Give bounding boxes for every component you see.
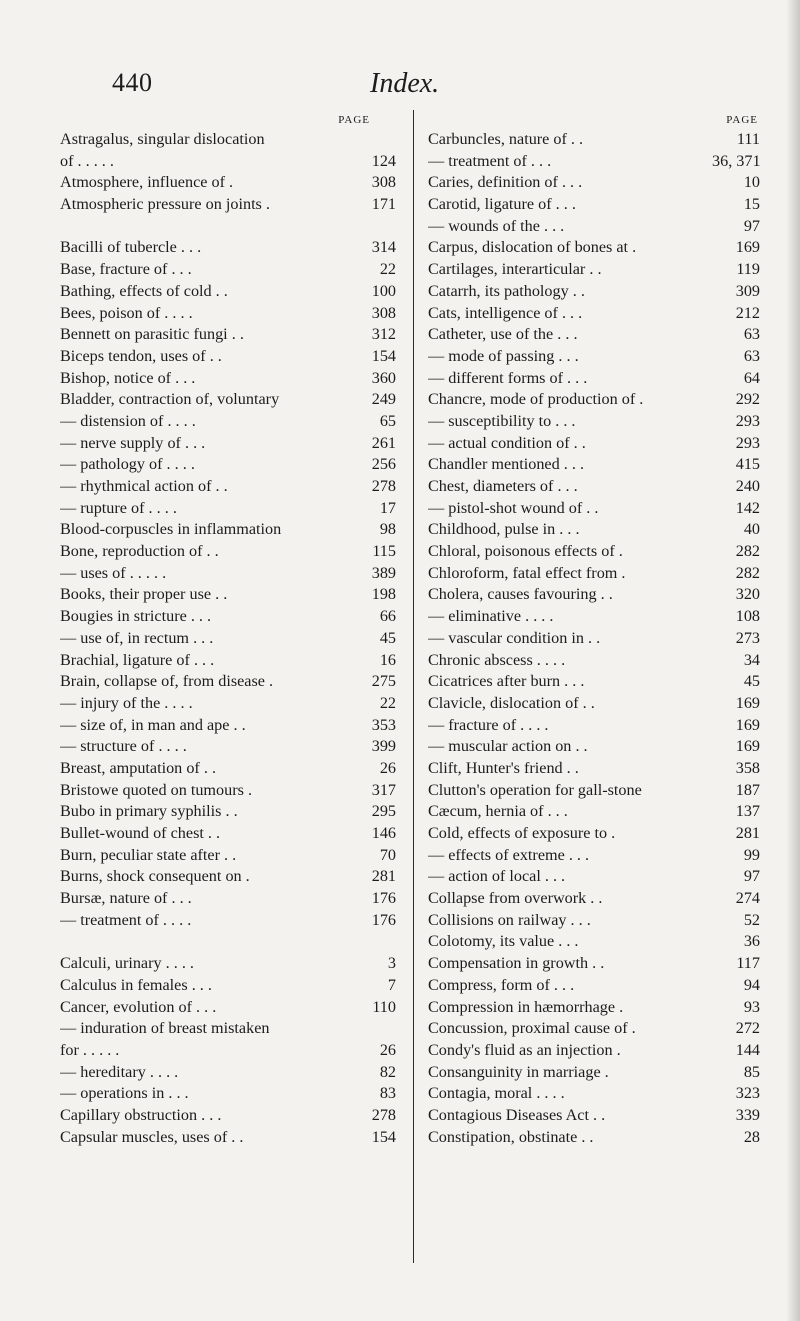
entry-page-ref: 117 (736, 954, 760, 973)
entry-text: Bees, poison of . . . . (60, 303, 193, 322)
index-entry (428, 671, 760, 693)
entry-page-ref: 64 (743, 368, 760, 387)
index-entry (428, 801, 760, 823)
index-entry (60, 194, 396, 216)
entry-text: Calculus in females . . . (60, 975, 212, 994)
entry-page-ref: 353 (371, 715, 396, 734)
index-entry (60, 866, 396, 888)
entry-text: Bristowe quoted on tumours . (60, 780, 252, 799)
entry-text: — eliminative . . . . (428, 607, 554, 626)
index-entry (60, 151, 396, 173)
index-entry (428, 1083, 760, 1105)
entry-page-ref: 63 (743, 346, 760, 365)
entry-text: Consanguinity in marriage . (428, 1062, 609, 1081)
entry-text: — structure of . . . . (60, 737, 187, 756)
entry-text: Blood-corpuscles in inflammation (60, 520, 282, 539)
entry-page-ref: 65 (379, 411, 396, 430)
entry-text: Breast, amputation of . . (60, 758, 216, 777)
entry-text: Atmospheric pressure on joints . (60, 195, 270, 214)
entry-page-ref: 320 (735, 585, 760, 604)
entry-page-ref: 45 (379, 628, 396, 647)
index-entry (428, 650, 760, 672)
entry-text: for . . . . . (60, 1040, 120, 1059)
index-entry (428, 216, 760, 238)
entry-text: — muscular action on . . (428, 737, 588, 756)
entry-page-ref: 282 (735, 563, 760, 582)
index-entry (60, 845, 396, 867)
index-entry (428, 693, 760, 715)
entry-page-ref (342, 129, 396, 151)
index-entry (60, 129, 396, 151)
index-entry (428, 194, 760, 216)
page-edge-shadow (786, 0, 800, 1321)
entry-text: — treatment of . . . (428, 151, 552, 170)
entry-text: Clift, Hunter's friend . . (428, 758, 579, 777)
index-entry (428, 433, 760, 455)
entry-text: Capillary obstruction . . . (60, 1105, 222, 1124)
index-entry (60, 389, 396, 411)
entry-text: Colotomy, its value . . . (428, 932, 579, 951)
entry-text: — mode of passing . . . (428, 346, 579, 365)
running-title: Index. (370, 68, 440, 99)
column-divider (413, 110, 414, 1263)
entry-page-ref: 85 (743, 1062, 760, 1081)
entry-text: — operations in . . . (60, 1084, 189, 1103)
entry-text: — rhythmical action of . . (60, 477, 228, 495)
entry-page-ref: 98 (379, 520, 396, 539)
entry-page-ref: 295 (371, 802, 396, 821)
index-entry (428, 845, 760, 867)
entry-text: Chancre, mode of production of . (428, 390, 644, 409)
entry-text: Bougies in stricture . . . (60, 607, 212, 626)
index-entry (60, 368, 396, 390)
index-entry (60, 476, 396, 498)
entry-page-ref: 17 (379, 498, 396, 517)
entry-page-ref: 292 (735, 390, 760, 409)
entry-text: — uses of . . . . . (60, 563, 167, 582)
entry-page-ref: 66 (379, 607, 396, 626)
entry-text: — induration of breast mistaken (60, 1019, 270, 1038)
entry-page-ref: 323 (735, 1084, 760, 1103)
entry-page-ref: 7 (387, 975, 396, 994)
entry-page-ref: 171 (371, 195, 396, 214)
entry-text: Astragalus, singular dislocation (60, 130, 265, 148)
entry-text: — fracture of . . . . (428, 715, 549, 734)
entry-text: Brain, collapse of, from disease . (60, 672, 274, 691)
index-entry (428, 606, 760, 628)
index-entry (60, 1127, 396, 1149)
entry-page-ref: 99 (743, 845, 760, 864)
index-entry (60, 584, 396, 606)
entry-page-ref: 111 (736, 130, 760, 148)
entry-page-ref: 93 (743, 997, 760, 1016)
entry-text: Biceps tendon, uses of . . (60, 346, 222, 365)
entry-text: Atmosphere, influence of . (60, 173, 234, 192)
index-entry (428, 411, 760, 433)
index-entry (428, 888, 760, 910)
index-entry (428, 584, 760, 606)
index-entry (428, 346, 760, 368)
entry-text: Bennett on parasitic fungi . . (60, 325, 244, 344)
index-entry (428, 519, 760, 541)
entry-text: — size of, in man and ape . . (60, 715, 246, 734)
index-entry (428, 151, 760, 173)
entry-text: Chronic abscess . . . . (428, 650, 566, 669)
entry-text: Catarrh, its pathology . . (428, 281, 585, 300)
index-entry (60, 1083, 396, 1105)
entry-page-ref: 240 (735, 477, 760, 495)
index-entry (428, 541, 760, 563)
entry-page-ref: 26 (379, 1040, 396, 1059)
entry-text: — injury of the . . . . (60, 693, 193, 712)
entry-page-ref: 10 (743, 173, 760, 192)
index-entry (428, 758, 760, 780)
entry-page-ref: 26 (379, 758, 396, 777)
entry-text: Carotid, ligature of . . . (428, 195, 576, 214)
index-entry (428, 259, 760, 281)
entry-page-ref: 312 (371, 325, 396, 344)
entry-page-ref: 317 (371, 780, 396, 799)
entry-page-ref: 40 (743, 520, 760, 539)
entry-page-ref: 399 (371, 737, 396, 756)
entry-text: Bone, reproduction of . . (60, 542, 219, 561)
index-entry (60, 303, 396, 325)
index-entry (60, 628, 396, 650)
entry-page-ref: 22 (379, 693, 396, 712)
entry-text: Carpus, dislocation of bones at . (428, 238, 637, 257)
entry-text: Burn, peculiar state after . . (60, 845, 237, 864)
entry-text: Bishop, notice of . . . (60, 368, 196, 387)
entry-text: Base, fracture of . . . (60, 260, 192, 279)
entry-page-ref: 45 (743, 672, 760, 691)
index-entry (60, 259, 396, 281)
entry-page-ref: 293 (735, 411, 760, 430)
entry-text: Caries, definition of . . . (428, 173, 583, 192)
entry-text: — action of local . . . (428, 867, 566, 886)
index-entry (60, 715, 396, 737)
index-entry (428, 129, 760, 151)
entry-page-ref: 249 (371, 390, 396, 409)
entry-text: Clutton's operation for gall-stone (428, 780, 642, 799)
entry-text: Cartilages, interarticular . . (428, 260, 602, 279)
index-entry (428, 281, 760, 303)
entry-page-ref: 169 (735, 715, 760, 734)
entry-page-ref: 169 (735, 693, 760, 712)
entry-text: Cats, intelligence of . . . (428, 303, 583, 322)
entry-text: — wounds of the . . . (428, 216, 565, 235)
index-entry (60, 997, 396, 1019)
entry-text: Childhood, pulse in . . . (428, 520, 580, 539)
entry-page-ref: 281 (735, 824, 760, 842)
index-entry (428, 736, 760, 758)
entry-text: Bursæ, nature of . . . (60, 889, 192, 908)
entry-text: — vascular condition in . . (428, 628, 601, 647)
index-entry (60, 801, 396, 823)
index-entry (428, 975, 760, 997)
index-entry (428, 303, 760, 325)
index-entry (428, 931, 760, 953)
page-column-heading: PAGE (726, 114, 758, 126)
entry-text: Bladder, contraction of, voluntary (60, 390, 280, 409)
entry-text: Chloral, poisonous effects of . (428, 542, 623, 561)
index-entry (428, 368, 760, 390)
entry-text: Catheter, use of the . . . (428, 325, 578, 344)
index-entry (60, 324, 396, 346)
entry-text: Clavicle, dislocation of . . (428, 693, 595, 712)
entry-page-ref: 142 (735, 498, 760, 517)
index-entry (428, 389, 760, 411)
entry-text: — rupture of . . . . (60, 498, 177, 517)
entry-page-ref: 198 (371, 585, 396, 604)
entry-page-ref: 256 (371, 455, 396, 474)
index-entry (428, 628, 760, 650)
entry-text: — use of, in rectum . . . (60, 628, 214, 647)
index-entry (60, 910, 396, 932)
entry-page-ref: 110 (372, 997, 396, 1016)
index-column-left (60, 111, 396, 1148)
entry-text: — nerve supply of . . . (60, 433, 206, 452)
section-gap (60, 216, 396, 238)
entry-text: Compensation in growth . . (428, 954, 605, 973)
index-entry (428, 953, 760, 975)
entry-text: Brachial, ligature of . . . (60, 650, 215, 669)
entry-page-ref: 275 (371, 672, 396, 691)
entry-text: Cæcum, hernia of . . . (428, 802, 568, 821)
entry-page-ref: 358 (735, 758, 760, 777)
index-column-right (428, 111, 760, 1148)
index-entry (428, 780, 760, 802)
index-entry (428, 1018, 760, 1040)
entry-text: Condy's fluid as an injection . (428, 1040, 621, 1059)
entry-page-ref: 146 (371, 824, 396, 842)
index-entry (60, 237, 396, 259)
entry-page-ref: 100 (371, 281, 396, 300)
index-entry (60, 823, 396, 845)
entry-page-ref: 119 (736, 260, 760, 279)
entry-text: Cholera, causes favouring . . (428, 585, 613, 604)
entry-page-ref: 108 (735, 607, 760, 626)
entry-page-ref: 389 (371, 563, 396, 582)
entry-page-ref: 94 (743, 975, 760, 994)
entry-text: Carbuncles, nature of . . (428, 130, 584, 148)
index-entry (60, 1062, 396, 1084)
entry-text: — susceptibility to . . . (428, 411, 576, 430)
entry-page-ref: 52 (743, 910, 760, 929)
entry-text: Burns, shock consequent on . (60, 867, 250, 886)
entry-text: Collapse from overwork . . (428, 889, 603, 908)
index-entry (428, 997, 760, 1019)
index-entry (60, 498, 396, 520)
index-entry (60, 888, 396, 910)
entry-text: Contagia, moral . . . . (428, 1084, 565, 1103)
entry-page-ref: 212 (735, 303, 760, 322)
entry-page-ref: 281 (371, 867, 396, 886)
entry-page-ref: 22 (379, 260, 396, 279)
index-entry (60, 953, 396, 975)
entry-text: — different forms of . . . (428, 368, 588, 387)
entry-text: — pathology of . . . . (60, 455, 195, 474)
entry-text: Compression in hæmorrhage . (428, 997, 624, 1016)
entry-page-ref: 278 (371, 477, 396, 495)
entry-text: Constipation, obstinate . . (428, 1127, 594, 1146)
entry-page-ref: 339 (735, 1105, 760, 1124)
entry-page-ref: 293 (735, 433, 760, 452)
entry-page-ref: 124 (371, 151, 396, 170)
index-entry (428, 1040, 760, 1062)
entry-page-ref: 169 (735, 737, 760, 756)
entry-page-ref: 36, 371 (712, 151, 761, 170)
entry-text: Cold, effects of exposure to . (428, 824, 616, 842)
entry-text: — effects of extreme . . . (428, 845, 590, 864)
entry-page-ref: 15 (743, 195, 760, 214)
index-entry (428, 454, 760, 476)
index-entry (60, 1018, 396, 1040)
index-entry (60, 1040, 396, 1062)
entry-page-ref: 154 (371, 1127, 396, 1146)
index-entry (60, 172, 396, 194)
entry-text: Calculi, urinary . . . . (60, 954, 194, 973)
index-entry (428, 715, 760, 737)
entry-page-ref: 63 (743, 325, 760, 344)
index-entry (428, 1127, 760, 1149)
index-entry (60, 346, 396, 368)
entry-page-ref: 273 (735, 628, 760, 647)
entry-page-ref: 36 (743, 932, 760, 951)
index-entry (60, 563, 396, 585)
entry-text: Chloroform, fatal effect from . (428, 563, 626, 582)
index-entry (60, 454, 396, 476)
entry-text: Books, their proper use . . (60, 585, 228, 604)
index-entry (60, 693, 396, 715)
index-entry (60, 736, 396, 758)
entry-page-ref: 16 (379, 650, 396, 669)
entry-page-ref: 97 (743, 867, 760, 886)
entry-text: Cancer, evolution of . . . (60, 997, 217, 1016)
entry-page-ref: 176 (371, 889, 396, 908)
entry-page-ref: 137 (735, 802, 760, 821)
entry-page-ref: 169 (735, 238, 760, 257)
index-entry (60, 780, 396, 802)
index-entry (60, 519, 396, 541)
index-entry (60, 606, 396, 628)
index-entry (60, 411, 396, 433)
entry-page-ref: 3 (387, 954, 396, 973)
entry-page-ref: 314 (371, 238, 396, 257)
entry-page-ref: 28 (743, 1127, 760, 1146)
entry-page-ref: 97 (743, 216, 760, 235)
index-entry (428, 823, 760, 845)
entry-page-ref: 70 (379, 845, 396, 864)
entry-text: Bacilli of tubercle . . . (60, 238, 202, 257)
entry-page-ref: 34 (743, 650, 760, 669)
index-entry (60, 975, 396, 997)
entry-page-ref: 282 (735, 542, 760, 561)
entry-page-ref: 360 (371, 368, 396, 387)
entry-text: — pistol-shot wound of . . (428, 498, 599, 517)
entry-page-ref (342, 1018, 396, 1040)
index-entry (428, 910, 760, 932)
entry-text: — hereditary . . . . (60, 1062, 179, 1081)
entry-text: Bubo in primary syphilis . . (60, 802, 238, 821)
entry-text: Concussion, proximal cause of . (428, 1019, 636, 1038)
index-entry (60, 1105, 396, 1127)
entry-text: Bullet-wound of chest . . (60, 824, 221, 842)
entry-text: Collisions on railway . . . (428, 910, 591, 929)
index-entry (428, 1105, 760, 1127)
index-entry (60, 758, 396, 780)
entry-page-ref: 278 (371, 1105, 396, 1124)
entry-page-ref: 274 (735, 889, 760, 908)
page-header (0, 68, 800, 108)
page-number: 440 (112, 68, 153, 97)
index-entry (428, 324, 760, 346)
section-gap (60, 931, 396, 953)
entry-page-ref: 83 (379, 1084, 396, 1103)
entry-page-ref: 309 (735, 281, 760, 300)
entry-text: Chest, diameters of . . . (428, 477, 578, 495)
entry-text: Cicatrices after burn . . . (428, 672, 585, 691)
index-entry (60, 541, 396, 563)
entry-page-ref: 308 (371, 303, 396, 322)
entry-text: Chandler mentioned . . . (428, 455, 584, 474)
entry-page-ref: 415 (735, 455, 760, 474)
index-entry (428, 498, 760, 520)
index-entry (60, 281, 396, 303)
entry-text: — actual condition of . . (428, 433, 586, 452)
entry-page-ref: 176 (371, 910, 396, 929)
entry-text: Compress, form of . . . (428, 975, 575, 994)
entry-page-ref: 115 (372, 542, 396, 561)
index-entry (428, 476, 760, 498)
page-column-heading: PAGE (338, 114, 370, 126)
entry-text: — distension of . . . . (60, 411, 196, 430)
index-entry (428, 237, 760, 259)
index-entry (60, 671, 396, 693)
entry-page-ref: 82 (379, 1062, 396, 1081)
entry-text: Contagious Diseases Act . . (428, 1105, 606, 1124)
index-entry (428, 563, 760, 585)
index-entry (60, 433, 396, 455)
index-entry (60, 650, 396, 672)
entry-text: — treatment of . . . . (60, 910, 192, 929)
entry-text: Bathing, effects of cold . . (60, 281, 228, 300)
entry-text: of . . . . . (60, 151, 114, 170)
index-entry (428, 866, 760, 888)
index-entry (428, 1062, 760, 1084)
index-entry (428, 172, 760, 194)
entry-page-ref: 154 (371, 346, 396, 365)
entry-text: Capsular muscles, uses of . . (60, 1127, 244, 1146)
entry-page-ref: 272 (735, 1019, 760, 1038)
entry-page-ref: 187 (735, 780, 760, 799)
entry-page-ref: 144 (735, 1040, 760, 1059)
entry-page-ref: 308 (371, 173, 396, 192)
entry-page-ref: 261 (371, 433, 396, 452)
